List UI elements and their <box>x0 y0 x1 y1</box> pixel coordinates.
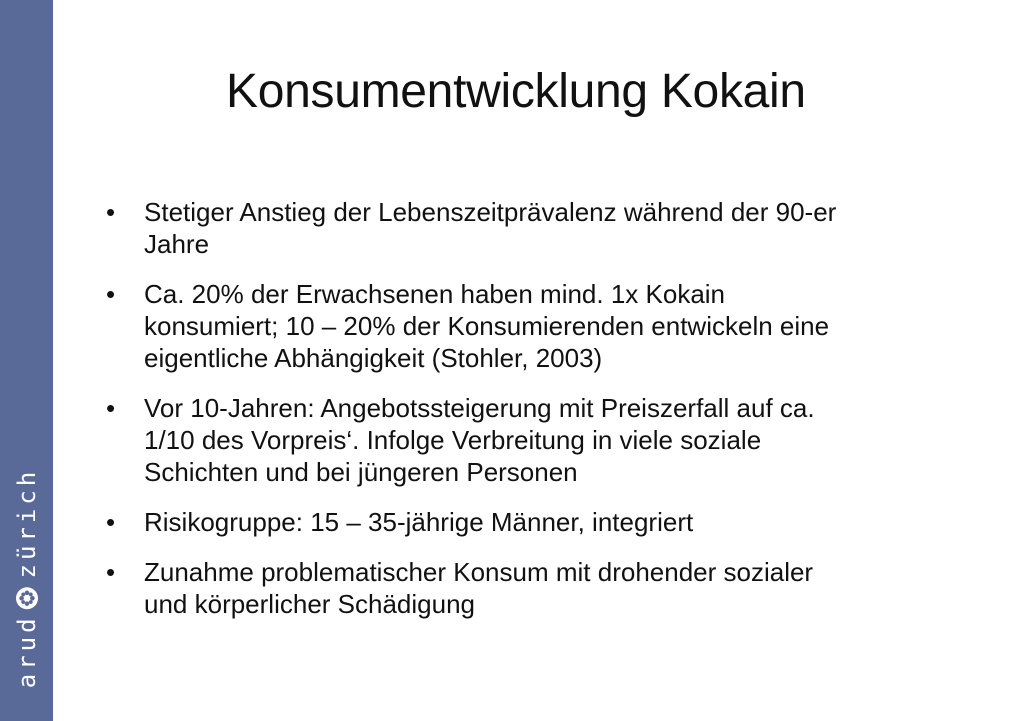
bullet-text-line: Zunahme problematischer Konsum mit drohender sozialer <box>144 557 814 587</box>
bullet-item <box>106 506 974 538</box>
bullet-item <box>106 196 974 260</box>
bullet-text-line: konsumiert; 10 – 20% der Konsumierenden entwickeln eine <box>144 311 830 341</box>
bullet-dot-icon: • <box>106 197 116 227</box>
bullet-text-line: Ca. 20% der Erwachsenen haben mind. 1x Kokain <box>144 279 726 309</box>
brand-logo-text <box>15 468 39 689</box>
bullet-dot-icon: • <box>106 507 116 537</box>
bullet-text-line: eigentliche Abhängigkeit (Stohler, 2003) <box>144 343 603 373</box>
flower-logo-icon <box>15 586 39 610</box>
bullet-dot-icon: • <box>106 279 116 309</box>
bullet-item <box>106 556 974 620</box>
bullet-item <box>106 392 974 488</box>
brand-sidebar <box>0 0 53 721</box>
bullet-text-line: Risikogruppe: 15 – 35-jährige Männer, integriert <box>144 507 694 537</box>
brand-word-zurich: zürich <box>13 467 41 579</box>
bullet-text-line: und körperlicher Schädigung <box>144 589 475 619</box>
bullet-text-line: Stetiger Anstieg der Lebenszeitprävalenz während der 90-er <box>144 197 837 227</box>
bullet-text-line: Vor 10-Jahren: Angebotssteigerung mit Preiszerfall auf ca. <box>144 393 815 423</box>
bullet-text-line: Jahre <box>144 229 210 259</box>
bullet-dot-icon: • <box>106 557 116 587</box>
bullet-text-line: 1/10 des Vorpreis‘. Infolge Verbreitung in viele soziale <box>144 425 762 455</box>
slide-title: Konsumentwicklung Kokain <box>226 65 806 118</box>
bullet-item <box>106 278 974 374</box>
bullet-dot-icon: • <box>106 393 116 423</box>
bullet-text-line: Schichten und bei jüngeren Personen <box>144 457 578 487</box>
brand-word-arud: arud <box>13 614 41 689</box>
bullet-list <box>106 196 974 620</box>
